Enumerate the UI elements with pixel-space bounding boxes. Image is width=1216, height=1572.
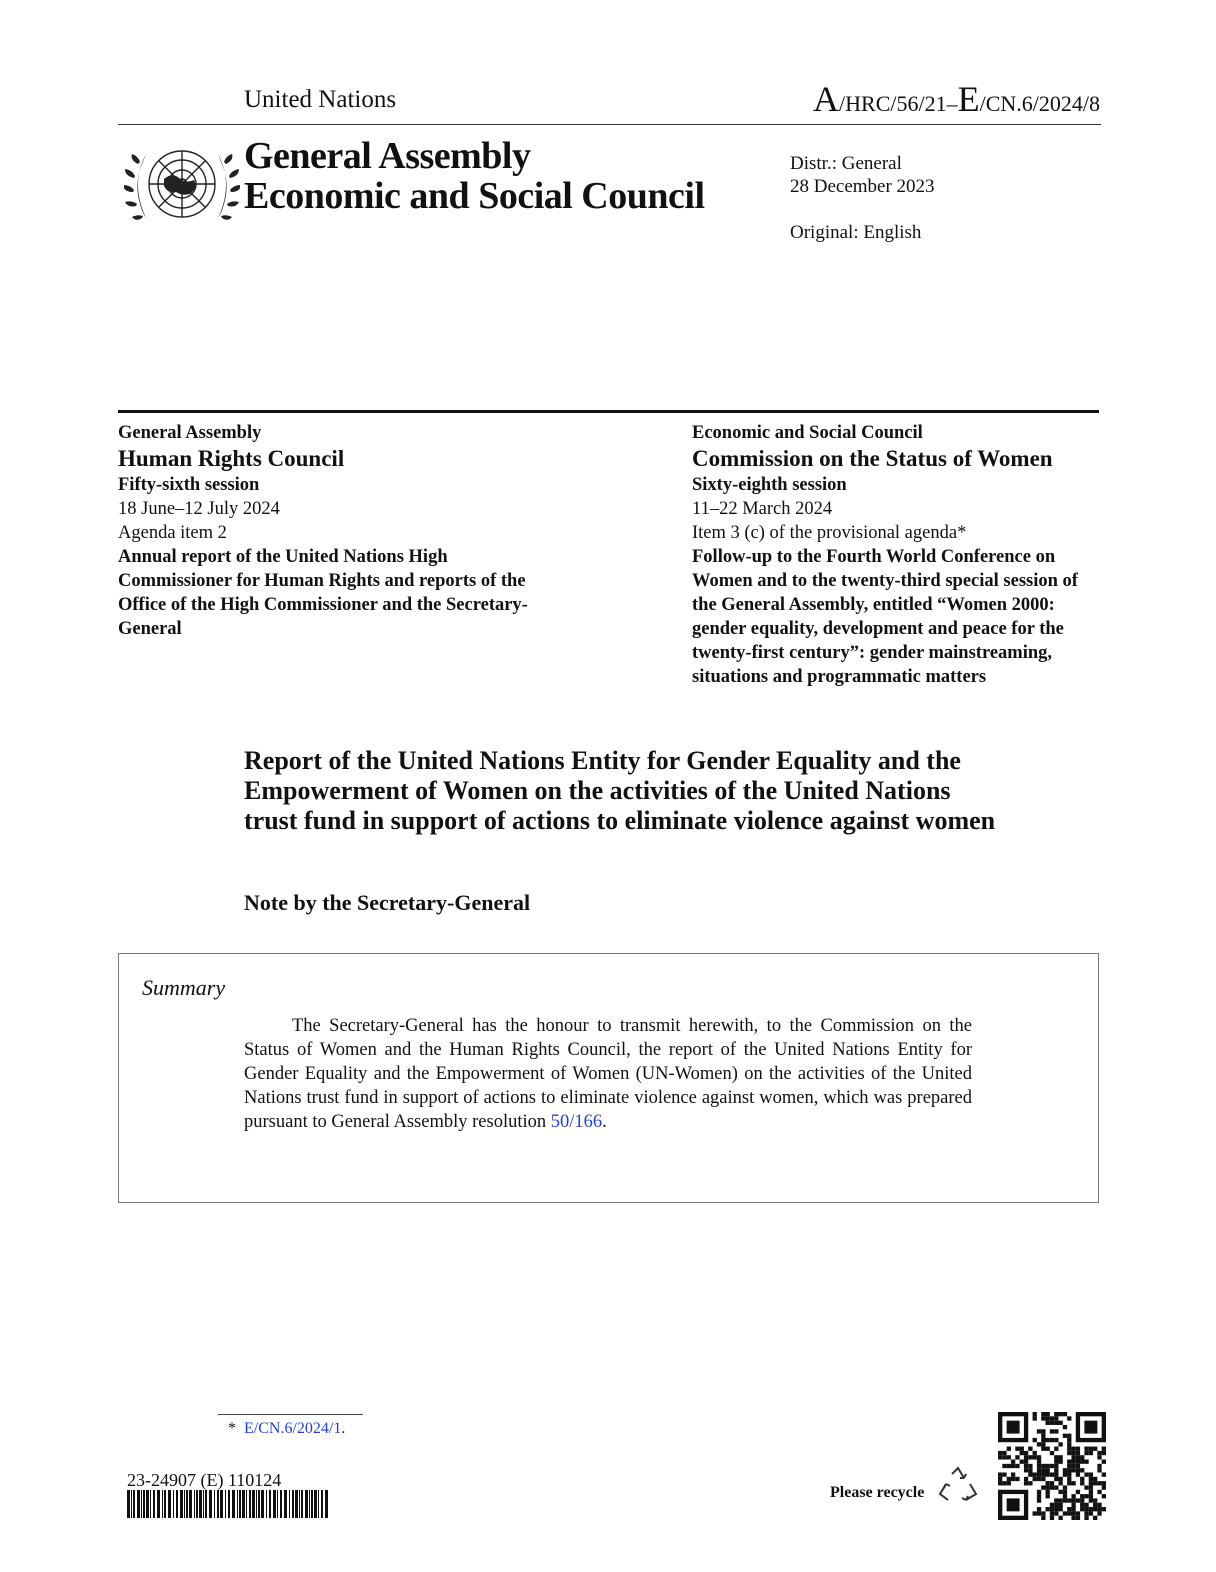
summary-end: .	[602, 1112, 607, 1132]
org-label: United Nations	[244, 86, 397, 113]
job-number: 23-24907 (E) 110124	[127, 1470, 282, 1490]
please-recycle-label: Please recycle	[830, 1484, 925, 1501]
recycle-icon	[938, 1466, 978, 1506]
document-symbol	[813, 78, 1100, 120]
symbol-part2-letter: E	[957, 79, 980, 119]
footnote-rule	[218, 1414, 363, 1415]
distribution: Distr.: General	[790, 153, 902, 174]
footnote-link[interactable]: E/CN.6/2024/1	[244, 1420, 342, 1437]
organ-name-ecosoc: Economic and Social Council	[244, 175, 705, 217]
symbol-part2-rest: /CN.6/2024/8	[979, 91, 1100, 116]
symbol-part1-rest: /HRC/56/21–	[839, 91, 958, 116]
qr-code-icon	[998, 1412, 1106, 1520]
summary-body: The Secretary-General has the honour to transmit herewith, to the Commission on the Status of Women and the Human Rights Council, the report of the United Nations Entity for Gender Equality and the Empowerment of Women (UN-Women) on the activities of the United Nations trust fund in support of actions to eliminate violence against women, which was prepared pursuant to General Assembly resolution	[244, 1016, 972, 1132]
left-dates: 18 June–12 July 2024	[118, 499, 280, 519]
footnote-marker: *	[228, 1420, 236, 1437]
un-emblem-icon	[124, 134, 240, 234]
right-session-column	[692, 421, 1104, 689]
original-language: Original: English	[790, 222, 922, 243]
barcode-icon	[127, 1490, 331, 1518]
left-item-title: Annual report of the United Nations High Commissioner for Human Rights and reports of the Office of the High Commissioner and the Secretary-General	[118, 547, 528, 639]
summary-heading: Summary	[142, 975, 226, 1000]
right-session: Sixty-eighth session	[692, 475, 847, 495]
footnote	[228, 1420, 345, 1438]
right-item-title: Follow-up to the Fourth World Conference on Women and to the twenty-third special session of the General Assembly, entitled “Women 2000: gender equality, development and peace for the twenty-first century”: gender mainstreaming, situations and programmatic matters	[692, 547, 1078, 687]
distribution-info	[790, 152, 935, 198]
right-dates: 11–22 March 2024	[692, 499, 833, 519]
summary-text	[244, 1014, 972, 1134]
right-council: Commission on the Status of Women	[692, 446, 1053, 471]
header-rule	[118, 124, 1101, 125]
document-date: 28 December 2023	[790, 176, 935, 197]
symbol-part1-letter: A	[813, 79, 840, 119]
left-session-column	[118, 421, 538, 641]
section-rule	[118, 410, 1099, 413]
left-council: Human Rights Council	[118, 446, 345, 471]
right-body: Economic and Social Council	[692, 423, 923, 443]
note-heading: Note by the Secretary-General	[244, 890, 531, 915]
left-session: Fifty-sixth session	[118, 475, 260, 495]
footnote-end: .	[341, 1420, 346, 1437]
report-title: Report of the United Nations Entity for Gender Equality and the Empowerment of Women on the activities of the United Nations trust fund in support of actions to eliminate violence against women	[244, 746, 996, 835]
left-body: General Assembly	[118, 423, 262, 443]
resolution-link[interactable]: 50/166	[550, 1112, 603, 1132]
organ-name-general-assembly: General Assembly	[244, 135, 531, 177]
organ-names	[244, 136, 705, 216]
right-agenda-item: Item 3 (c) of the provisional agenda*	[692, 523, 967, 543]
left-agenda-item: Agenda item 2	[118, 523, 227, 543]
